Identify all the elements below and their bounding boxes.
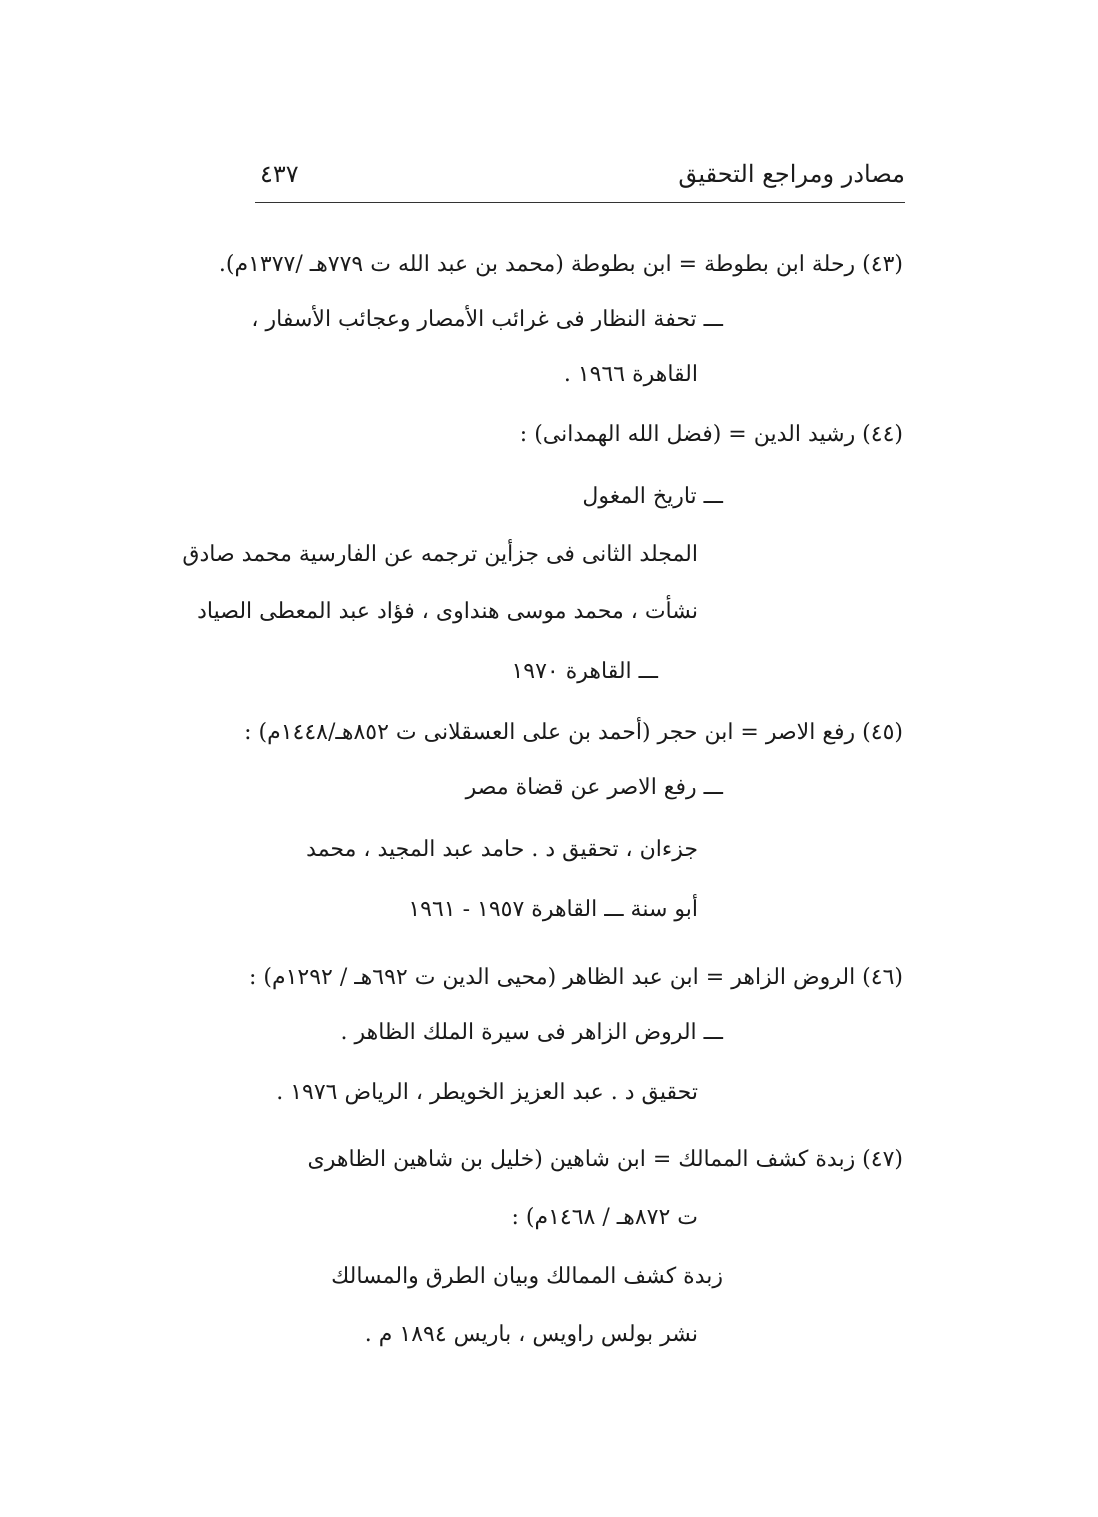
entry-47-line-2: ت ٨٧٢هـ / ١٤٦٨م) : bbox=[511, 1205, 698, 1230]
page-number: ٤٣٧ bbox=[260, 160, 299, 188]
entry-43-line-1: (٤٣) رحلة ابن بطوطة = ابن بطوطة (محمد بن عبد الله ت ٧٧٩هـ /١٣٧٧م). bbox=[218, 252, 903, 277]
entry-45-line-1: (٤٥) رفع الاصر = ابن حجر (أحمد بن على العسقلانى ت ٨٥٢هـ/١٤٤٨م) : bbox=[244, 720, 903, 745]
header-divider bbox=[255, 202, 905, 203]
entry-43-line-2: ـــ تحفة النظار فى غرائب الأمصار وعجائب الأسفار ، bbox=[251, 307, 723, 332]
entry-47-line-1: (٤٧) زبدة كشف الممالك = ابن شاهين (خليل بن شاهين الظاهرى bbox=[307, 1147, 903, 1172]
entry-44-line-2: ـــ تاريخ المغول bbox=[582, 484, 723, 509]
entry-44-line-5: ـــ القاهرة ١٩٧٠ bbox=[511, 659, 658, 684]
entry-47-line-3: زبدة كشف الممالك وبيان الطرق والمسالك bbox=[331, 1264, 723, 1289]
header-title: مصادر ومراجع التحقيق bbox=[678, 160, 905, 188]
entry-46-line-2: ـــ الروض الزاهر فى سيرة الملك الظاهر . bbox=[340, 1020, 723, 1045]
entry-44-line-4: نشأت ، محمد موسى هنداوى ، فؤاد عبد المعطى الصياد bbox=[197, 599, 698, 624]
entry-44-line-3: المجلد الثانى فى جزأين ترجمه عن الفارسية محمد صادق bbox=[182, 542, 698, 567]
entry-46-line-1: (٤٦) الروض الزاهر = ابن عبد الظاهر (محيى الدين ت ٦٩٢هـ / ١٢٩٢م) : bbox=[248, 965, 903, 990]
page-header bbox=[255, 160, 905, 200]
entry-45-line-4: أبو سنة ـــ القاهرة ١٩٥٧ - ١٩٦١ bbox=[408, 897, 698, 922]
entry-45-line-2: ـــ رفع الاصر عن قضاة مصر bbox=[465, 775, 723, 800]
entry-47-line-4: نشر بولس راويس ، باريس ١٨٩٤ م . bbox=[364, 1322, 698, 1347]
entry-43-line-3: القاهرة ١٩٦٦ . bbox=[563, 362, 698, 387]
entry-46-line-3: تحقيق د . عبد العزيز الخويطر ، الرياض ١٩٧٦ . bbox=[276, 1080, 698, 1105]
entry-45-line-3: جزءان ، تحقيق د . حامد عبد المجيد ، محمد bbox=[306, 837, 698, 862]
entry-44-line-1: (٤٤) رشيد الدين = (فضل الله الهمدانى) : bbox=[519, 422, 903, 447]
